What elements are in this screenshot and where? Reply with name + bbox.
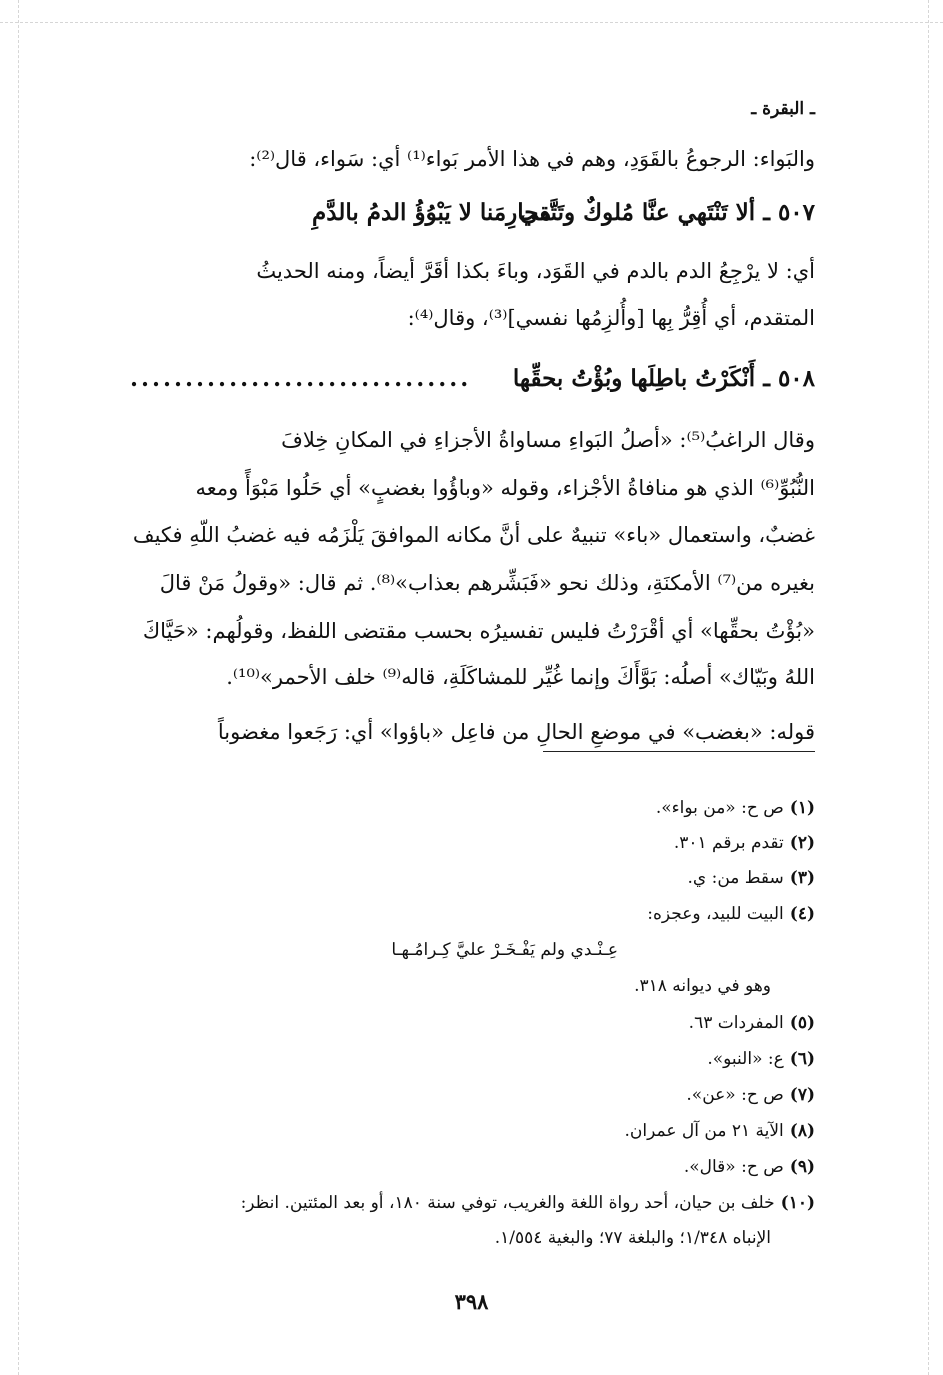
verse-508-dots: ............................... bbox=[130, 365, 472, 392]
footnote-text: تقدم برقم ٣٠١. bbox=[673, 833, 784, 853]
page-number: ٣٩٨ bbox=[454, 1289, 489, 1314]
verse-first-half: ألا تَنْتَهي عنَّا مُلوكٌ وتَتَّقي bbox=[519, 199, 756, 226]
footnote-4-extra: وهو في ديوانه ٣١٨. bbox=[634, 976, 771, 996]
text-line-4: وقال الراغبُ⁽⁵⁾: «أصلُ البَواءِ مساواةُ الأجزاءِ في المكانِ خِلافَ bbox=[281, 428, 815, 452]
text-line-7: بغيره من⁽⁷⁾ الأمكنَةِ، وذلك نحو «فَبَشِّرهم بعذاب»⁽⁸⁾. ثم قال: «وقولُ مَنْ قالَ bbox=[159, 571, 815, 595]
footnote-number: (٥) bbox=[789, 1013, 815, 1033]
footnote-number: (٦) bbox=[789, 1049, 815, 1069]
footnote-10 bbox=[241, 1192, 815, 1214]
footnote-text: ص ح: «عن». bbox=[686, 1085, 784, 1105]
footnote-7 bbox=[686, 1084, 815, 1106]
verse-number: ٥٠٧ ـ bbox=[763, 199, 815, 226]
footnote-3 bbox=[687, 867, 815, 889]
verse-number: ٥٠٨ ـ bbox=[763, 365, 815, 392]
footnote-text: المفردات ٦٣. bbox=[688, 1013, 784, 1033]
footnote-text: البيت للبيد، وعجزه: bbox=[647, 904, 784, 924]
text-line-10: قوله: «بغضب» في موضعِ الحالِ من فاعِل «باؤوا» أي: رَجَعوا مغضوباً bbox=[217, 720, 815, 744]
footnote-1 bbox=[656, 797, 815, 819]
scan-frame-right bbox=[928, 0, 929, 1375]
running-header: ـ البقرة ـ bbox=[751, 99, 815, 119]
text-line-3: المتقدم، أي أُقِرُّ بِها [وأُلزِمُها نفسي]⁽³⁾، وقال⁽⁴⁾: bbox=[407, 306, 815, 330]
text-line-5: النُّبُوِّ⁽⁶⁾ الذي هو منافاةُ الأجْزاء، وقوله «وباؤُوا بغضبٍ» أي حَلُوا مَبْوَأً ومعه bbox=[195, 476, 815, 500]
footnote-number: (١٠) bbox=[780, 1193, 815, 1213]
scan-frame-top bbox=[0, 22, 943, 23]
footnote-number: (١) bbox=[789, 798, 815, 818]
footnote-text: ع: «النبو». bbox=[707, 1049, 784, 1069]
footnote-5 bbox=[689, 1012, 815, 1034]
text-line-9: اللهُ وبَيّاك» أصلُه: بَوَّأَكَ وإنما غُيِّر للمشاكَلَةِ، قاله⁽⁹⁾ خلف الأحمر»⁽¹⁰⁾. bbox=[226, 665, 815, 689]
footnote-4 bbox=[647, 903, 815, 925]
verse-507 bbox=[520, 199, 815, 227]
footnote-9 bbox=[684, 1156, 815, 1178]
footnote-text: خلف بن حيان، أحد رواة اللغة والغريب، توفي سنة ١٨٠، أو بعد المئتين. انظر: bbox=[240, 1193, 775, 1213]
footnote-number: (٧) bbox=[789, 1085, 815, 1105]
footnote-text: الآية ٢١ من آل عمران. bbox=[624, 1121, 784, 1141]
verse-first-half: أَنْكَرْتُ باطِلَها وبُؤْتُ بحقِّها bbox=[512, 365, 756, 392]
scan-frame-left bbox=[18, 0, 19, 1375]
footnote-number: (٣) bbox=[789, 868, 815, 888]
footnote-4-verse: عِـنْـدي ولم يَفْـخَـرْ عليَّ كِـرامُـهـا bbox=[391, 940, 618, 960]
footnote-6 bbox=[707, 1048, 815, 1070]
text-line-2: أي: لا يرْجِعُ الدم بالدم في القَوَد، وباءَ بكذا أقَرَّ أيضاً، ومنه الحديثُ bbox=[256, 259, 815, 283]
footnote-number: (٩) bbox=[789, 1157, 815, 1177]
footnote-number: (٤) bbox=[789, 904, 815, 924]
footnote-text: ص ح: «قال». bbox=[683, 1157, 784, 1177]
footnote-8 bbox=[625, 1120, 815, 1142]
text-line-6: غضبٌ، واستعمال «باء» تنبيهٌ على أنَّ مكانه الموافقَ يَلْزَمُه فيه غضبُ اللّهِ فكيف bbox=[132, 523, 815, 547]
verse-508 bbox=[513, 365, 815, 393]
footnote-separator bbox=[543, 751, 815, 752]
verse-507-second-half: محارِمَنا لا يَبْوُؤُ الدمُ بالدَّمِ bbox=[312, 199, 552, 226]
footnote-10-extra: الإنباه ١/٣٤٨؛ والبلغة ٧٧؛ والبغية ١/٥٥٤. bbox=[494, 1228, 771, 1248]
text-line-8: «بُؤْتُ بحقِّها» أي أقْرَرْتُ فليس تفسيرُه بحسب مقتضى اللفظ، وقولُهم: «حَيَّاكَ bbox=[142, 619, 815, 643]
footnote-number: (٢) bbox=[789, 833, 815, 853]
text-line-1: والبَواء: الرجوعُ بالقَوَدِ، وهم في هذا الأمر بَواء⁽¹⁾ أي: سَواء، قال⁽²⁾: bbox=[249, 147, 815, 171]
footnote-number: (٨) bbox=[789, 1121, 815, 1141]
footnote-text: سقط من: ي. bbox=[687, 868, 784, 888]
footnote-2 bbox=[674, 832, 815, 854]
footnote-text: ص ح: «من بواء». bbox=[655, 798, 784, 818]
